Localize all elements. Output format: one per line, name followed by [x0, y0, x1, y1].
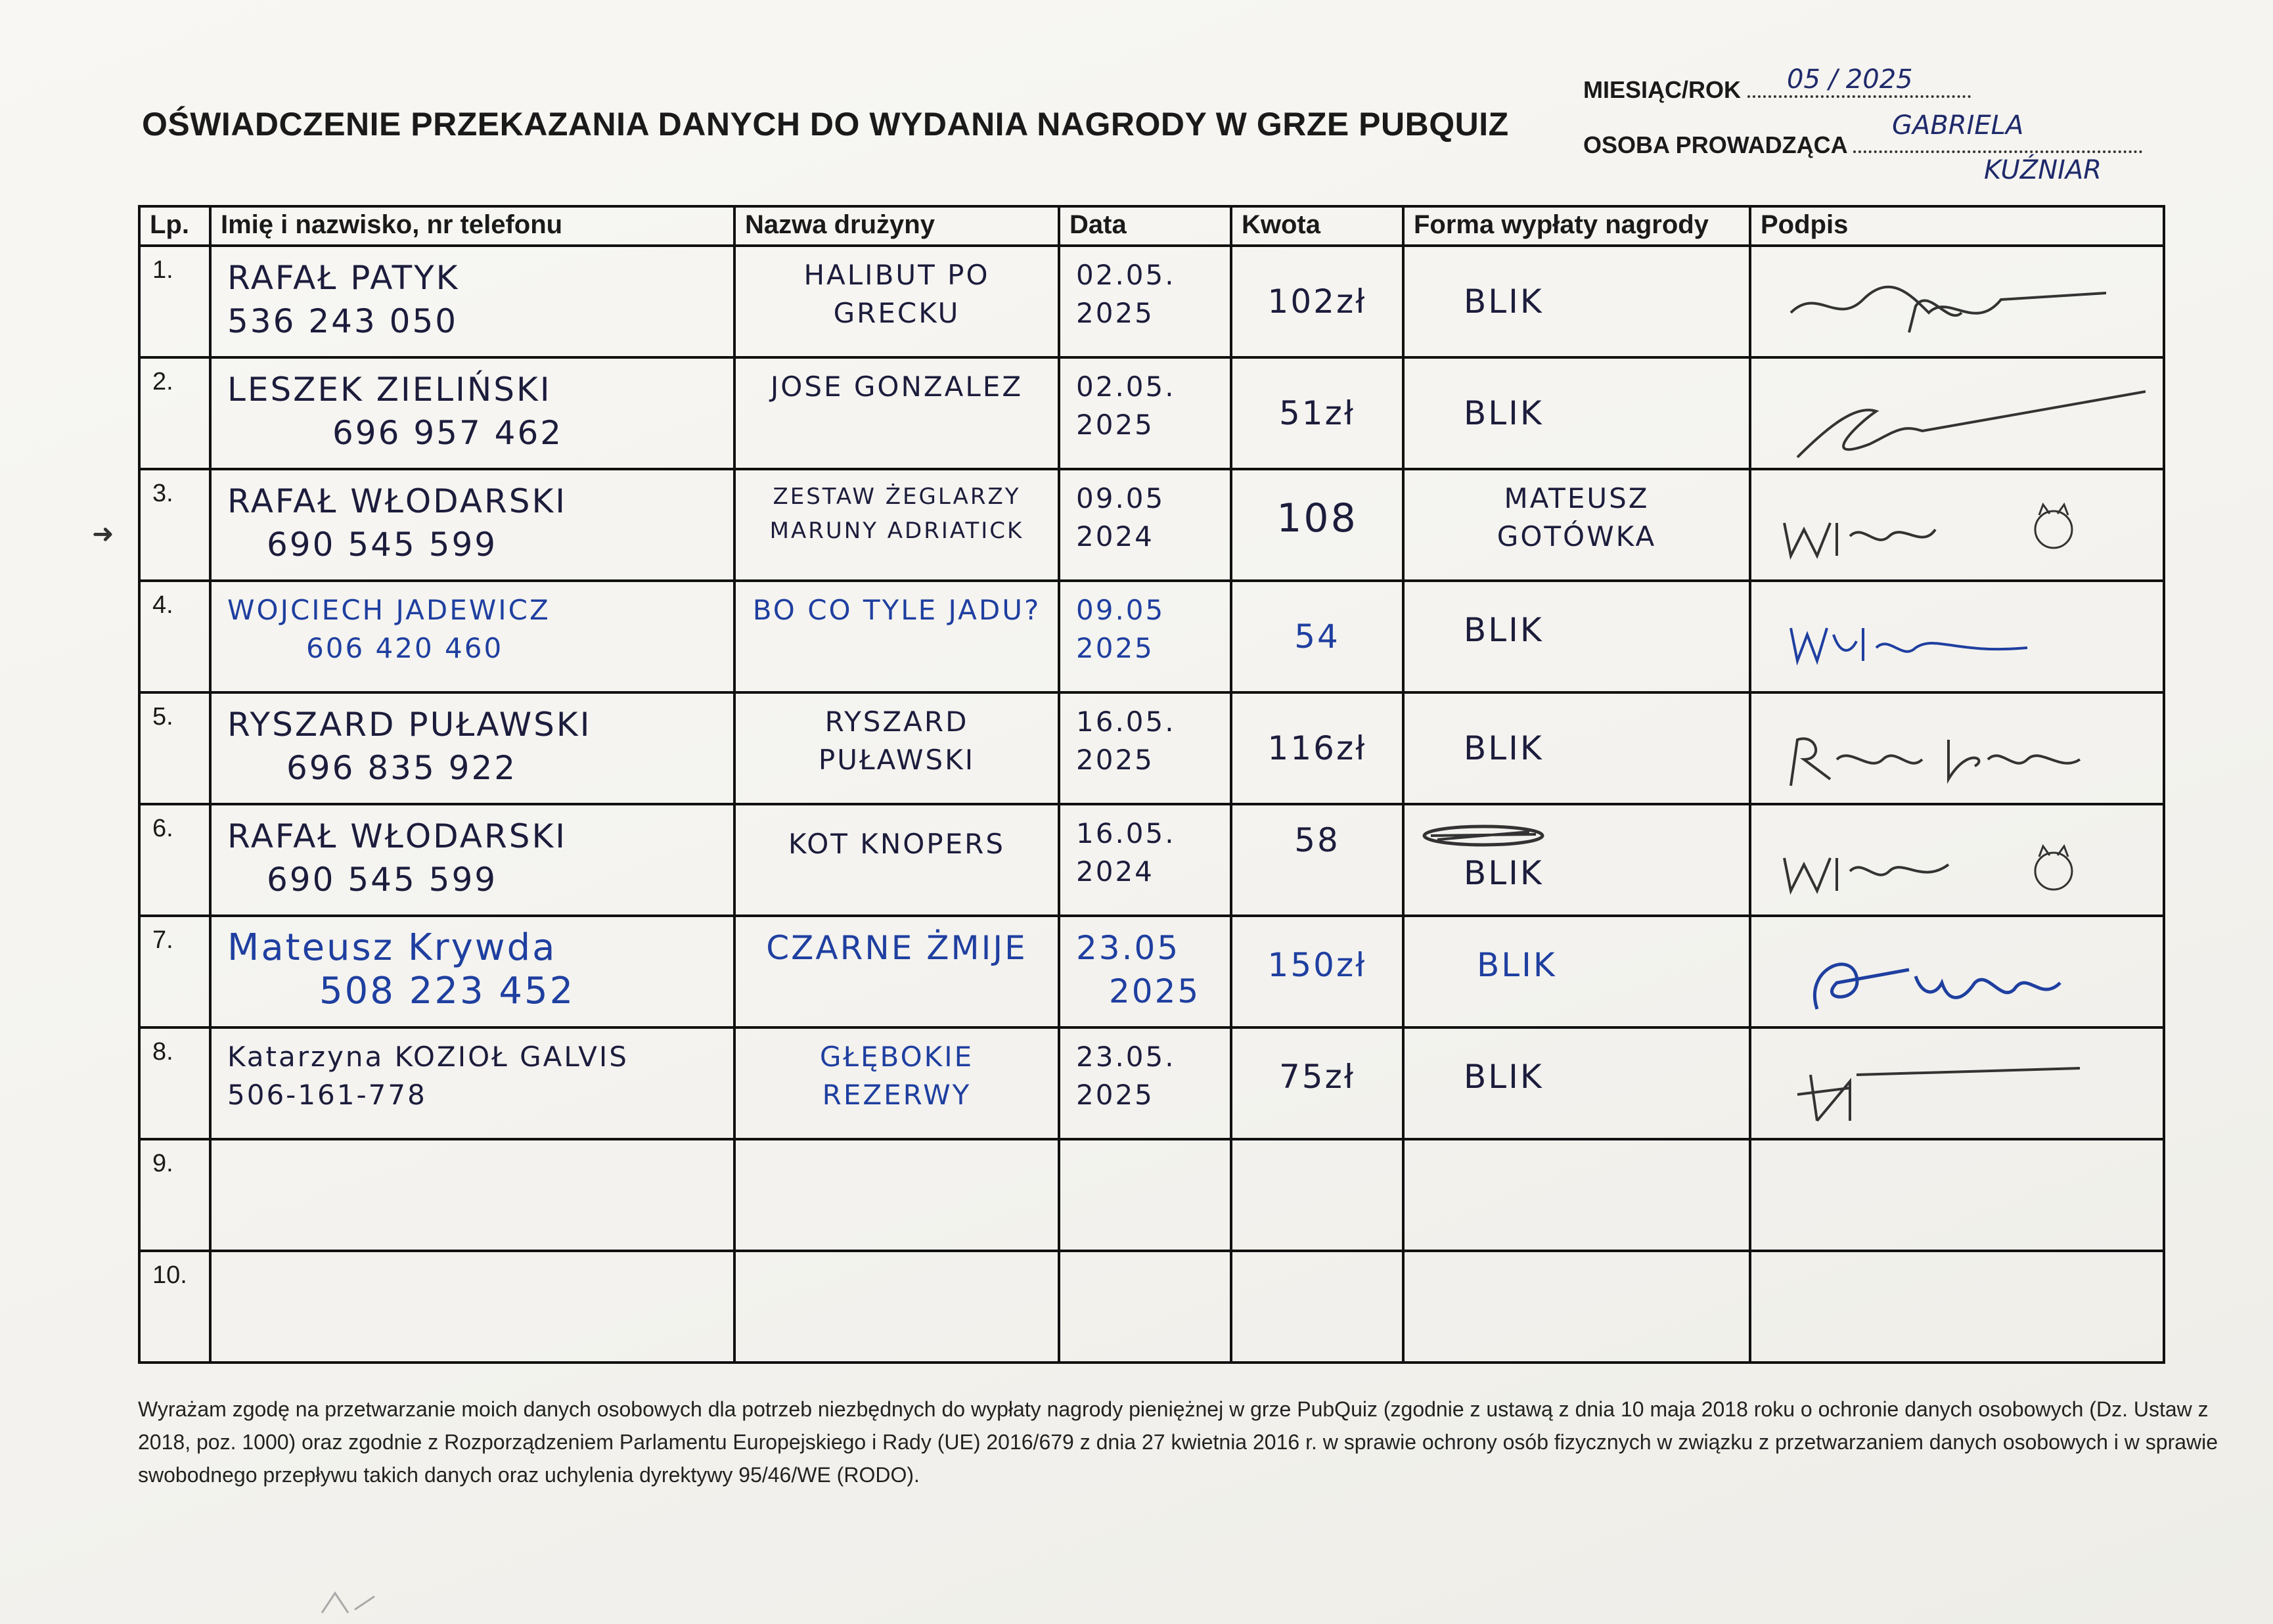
date-cell [1059, 581, 1231, 692]
row-number: 3. [139, 469, 210, 581]
date-day: 23.05 [1076, 929, 1181, 967]
signature-cell [1750, 246, 2164, 357]
signature-cell [1750, 469, 2164, 581]
amount-value: 150zł [1267, 946, 1367, 984]
participant-phone: 696 835 922 [286, 749, 518, 787]
document-title: OŚWIADCZENIE PRZEKAZANIA DANYCH DO WYDANIA NAGRODY W GRZE PUBQUIZ [142, 106, 1509, 143]
amount-cell [1231, 246, 1403, 357]
date-day: 23.05. [1076, 1041, 1176, 1073]
team-name: RYSZARD PUŁAWSKI [818, 706, 976, 776]
name-phone-cell [210, 1027, 734, 1139]
payout-cell [1403, 581, 1750, 692]
table-row [139, 357, 2164, 469]
payout-method: MATEUSZ GOTÓWKA [1497, 482, 1657, 553]
signature-image [1778, 943, 2146, 1022]
payout-method: BLIK [1464, 729, 1544, 767]
date-day: 09.05 [1076, 594, 1165, 626]
participant-phone: 696 957 462 [332, 414, 564, 452]
amount-cell [1231, 804, 1403, 916]
amount-value: 116zł [1267, 729, 1367, 767]
payout-cell [1403, 1251, 1750, 1363]
name-phone-cell [210, 469, 734, 581]
amount-value: 58 [1294, 821, 1340, 859]
row-number: 9. [139, 1139, 210, 1251]
prize-table [138, 205, 2165, 1364]
row-number: 4. [139, 581, 210, 692]
team-name: KOT KNOPERS [788, 828, 1006, 860]
scribble-strikeout-icon [1418, 823, 1549, 849]
table-row [139, 692, 2164, 804]
date-cell [1059, 916, 1231, 1027]
name-phone-cell [210, 804, 734, 916]
signature-cell [1750, 1251, 2164, 1363]
name-phone-cell [210, 1251, 734, 1363]
arrow-mark-icon: ➜ [92, 520, 114, 549]
table-row [139, 581, 2164, 692]
team-cell [734, 1027, 1059, 1139]
payout-cell [1403, 246, 1750, 357]
table-row [139, 469, 2164, 581]
payout-cell [1403, 357, 1750, 469]
date-day: 02.05. [1076, 259, 1176, 291]
date-day: 02.05. [1076, 371, 1176, 403]
signature-cell [1750, 916, 2164, 1027]
row-number: 8. [139, 1027, 210, 1139]
date-day: 16.05. [1076, 817, 1176, 849]
signature-image [1778, 497, 2146, 575]
signature-cell [1750, 692, 2164, 804]
participant-phone: 690 545 599 [267, 526, 498, 564]
participant-phone: 506-161-778 [227, 1079, 427, 1111]
team-cell [734, 469, 1059, 581]
name-phone-cell [210, 357, 734, 469]
amount-value: 51zł [1278, 394, 1356, 432]
signature-image [1778, 273, 2119, 346]
team-cell [734, 916, 1059, 1027]
signature-cell [1750, 1027, 2164, 1139]
date-cell [1059, 1139, 1231, 1251]
date-year: 2024 [1076, 855, 1154, 888]
date-year: 2025 [1076, 297, 1154, 329]
participant-name: Mateusz Krywda [227, 926, 557, 969]
amount-cell [1231, 692, 1403, 804]
signature-image [1778, 608, 2119, 674]
month-year-label: MIESIĄC/ROK [1583, 76, 1742, 103]
participant-phone: 536 243 050 [227, 302, 459, 340]
table-row [139, 246, 2164, 357]
payout-cell [1403, 469, 1750, 581]
amount-value: 75zł [1278, 1058, 1356, 1096]
participant-name: RAFAŁ WŁODARSKI [227, 482, 568, 520]
amount-cell [1231, 1251, 1403, 1363]
team-name: CZARNE ŻMIJE [766, 929, 1027, 967]
team-name: HALIBUT PO GRECKU [803, 259, 990, 329]
team-name: JOSE GONZALEZ [770, 371, 1024, 403]
signature-image [1778, 832, 2146, 904]
host-name-line2: KUŹNIAR [1984, 155, 2102, 185]
signature-cell [1750, 357, 2164, 469]
column-header-name: Imię i nazwisko, nr telefonu [210, 206, 734, 246]
team-cell [734, 1139, 1059, 1251]
date-cell [1059, 469, 1231, 581]
table-row [139, 1251, 2164, 1363]
date-cell [1059, 804, 1231, 916]
date-cell [1059, 1251, 1231, 1363]
table-row [139, 916, 2164, 1027]
participant-name: RAFAŁ WŁODARSKI [227, 817, 568, 855]
team-name: GŁĘBOKIE REZERWY [819, 1041, 974, 1111]
payout-method: BLIK [1464, 1058, 1544, 1096]
signature-cell [1750, 804, 2164, 916]
row-number: 7. [139, 916, 210, 1027]
payout-cell [1403, 1139, 1750, 1251]
participant-name: LESZEK ZIELIŃSKI [227, 371, 552, 409]
participant-phone: 508 223 452 [319, 970, 575, 1012]
name-phone-cell [210, 916, 734, 1027]
date-year: 2025 [1076, 632, 1154, 664]
payout-method: BLIK [1464, 394, 1544, 432]
date-cell [1059, 692, 1231, 804]
team-cell [734, 692, 1059, 804]
row-number: 5. [139, 692, 210, 804]
team-cell [734, 357, 1059, 469]
date-cell [1059, 246, 1231, 357]
name-phone-cell [210, 246, 734, 357]
column-header-team: Nazwa drużyny [734, 206, 1059, 246]
participant-phone: 690 545 599 [267, 861, 498, 899]
column-header-date: Data [1059, 206, 1231, 246]
signature-image [1778, 720, 2146, 799]
table-row [139, 1139, 2164, 1251]
consent-text: Wyrażam zgodę na przetwarzanie moich danych osobowych dla potrzeb niezbędnych do wypłaty nagrody pieniężnej w grze PubQuiz (zgodnie z ustawą z dnia 10 maja 2018 roku o ochronie danych osobowych (Dz. Ustaw z 2018, poz. 1000) oraz zgodnie z Rozporządzeniem Parlamentu Europejskiego i Rady (UE) 2016/679 z dnia 27 kwietnia 2016 r. w sprawie ochrony osób fizycznych w związku z przetwarzaniem danych osobowych i w sprawie swobodnego przepływu takich danych oraz uchylenia dyrektywy 95/46/WE (RODO). [138, 1397, 2218, 1487]
host-name-line1: GABRIELA [1892, 110, 2024, 141]
amount-cell [1231, 1139, 1403, 1251]
amount-value: 54 [1294, 618, 1340, 656]
amount-cell [1231, 916, 1403, 1027]
row-number: 2. [139, 357, 210, 469]
table-header-row [139, 206, 2164, 246]
payout-cell [1403, 692, 1750, 804]
name-phone-cell [210, 581, 734, 692]
participant-name: Katarzyna KOZIOŁ GALVIS [227, 1041, 629, 1073]
host-label: OSOBA PROWADZĄCA [1583, 131, 1847, 158]
column-header-lp: Lp. [139, 206, 210, 246]
name-phone-cell [210, 1139, 734, 1251]
row-number: 6. [139, 804, 210, 916]
name-phone-cell [210, 692, 734, 804]
table-row [139, 1027, 2164, 1139]
month-year-value: 05 / 2025 [1787, 64, 1913, 95]
amount-cell [1231, 581, 1403, 692]
column-header-signature: Podpis [1750, 206, 2164, 246]
date-cell [1059, 357, 1231, 469]
stray-mark-icon [315, 1590, 394, 1616]
date-year: 2024 [1076, 520, 1154, 553]
payout-method: BLIK [1464, 611, 1544, 649]
participant-phone: 606 420 460 [306, 632, 504, 664]
team-cell [734, 1251, 1059, 1363]
payout-cell [1403, 1027, 1750, 1139]
date-year: 2025 [1076, 744, 1154, 776]
amount-value: 108 [1276, 495, 1358, 541]
participant-name: WOJCIECH JADEWICZ [227, 594, 551, 626]
signature-cell [1750, 1139, 2164, 1251]
amount-cell [1231, 1027, 1403, 1139]
payout-method: BLIK [1464, 854, 1544, 892]
team-cell [734, 246, 1059, 357]
amount-cell [1231, 469, 1403, 581]
payout-cell [1403, 916, 1750, 1027]
payout-cell [1403, 804, 1750, 916]
date-cell [1059, 1027, 1231, 1139]
row-number: 1. [139, 246, 210, 357]
column-header-payout: Forma wypłaty nagrody [1403, 206, 1750, 246]
column-header-amount: Kwota [1231, 206, 1403, 246]
team-cell [734, 581, 1059, 692]
signature-image [1778, 1055, 2146, 1134]
row-number: 10. [139, 1251, 210, 1363]
payout-method: BLIK [1477, 946, 1557, 984]
date-day: 09.05 [1076, 482, 1165, 514]
date-year: 2025 [1076, 1079, 1154, 1111]
table-row [139, 804, 2164, 916]
signature-image [1778, 385, 2146, 470]
team-name: ZESTAW ŻEGLARZY MARUNY ADRIATICK [769, 484, 1024, 544]
team-cell [734, 804, 1059, 916]
signature-cell [1750, 581, 2164, 692]
date-day: 16.05. [1076, 706, 1176, 738]
participant-name: RAFAŁ PATYK [227, 259, 460, 297]
payout-method: BLIK [1464, 282, 1544, 321]
date-year: 2025 [1109, 972, 1201, 1010]
date-year: 2025 [1076, 409, 1154, 441]
team-name: BO CO TYLE JADU? [752, 594, 1041, 626]
participant-name: RYSZARD PUŁAWSKI [227, 706, 592, 744]
amount-cell [1231, 357, 1403, 469]
amount-value: 102zł [1267, 282, 1367, 321]
